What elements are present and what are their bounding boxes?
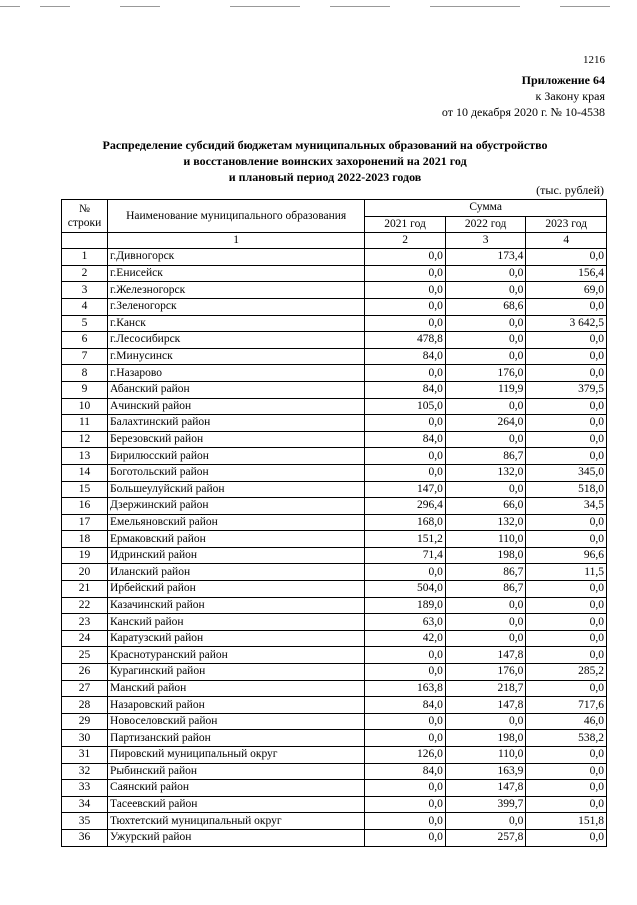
row-name: Краснотуранский район: [108, 647, 365, 664]
row-2023: 0,0: [526, 581, 607, 598]
row-2021: 147,0: [365, 481, 446, 498]
row-2021: 168,0: [365, 514, 446, 531]
row-2023: 518,0: [526, 481, 607, 498]
row-2023: 285,2: [526, 664, 607, 681]
table-row: [62, 531, 607, 548]
table-row: [62, 747, 607, 764]
row-name: г.Минусинск: [108, 348, 365, 365]
row-number: 18: [62, 531, 108, 548]
table-row: [62, 597, 607, 614]
row-2022: 0,0: [445, 398, 526, 415]
table-row: [62, 365, 607, 382]
row-name: Березовский район: [108, 431, 365, 448]
document-title: [40, 137, 610, 185]
appendix-law-date: от 10 декабря 2020 г. № 10-4538: [441, 105, 605, 119]
row-2021: 296,4: [365, 498, 446, 515]
row-number: 26: [62, 664, 108, 681]
col-number-3: 3: [445, 233, 526, 249]
row-number: 3: [62, 282, 108, 299]
row-number: 2: [62, 265, 108, 282]
row-number: 12: [62, 431, 108, 448]
row-2022: 264,0: [445, 415, 526, 432]
table-row: [62, 431, 607, 448]
row-2022: 86,7: [445, 564, 526, 581]
row-2023: 0,0: [526, 332, 607, 349]
row-number: 16: [62, 498, 108, 515]
row-2021: 0,0: [365, 713, 446, 730]
row-name: Манский район: [108, 680, 365, 697]
row-2021: 105,0: [365, 398, 446, 415]
row-2022: 110,0: [445, 531, 526, 548]
row-2021: 71,4: [365, 547, 446, 564]
row-number: 22: [62, 597, 108, 614]
table-row: [62, 796, 607, 813]
table-row: [62, 348, 607, 365]
title-line-1: Распределение субсидий бюджетам муниципальных образований на обустройство: [102, 138, 548, 152]
header-year-2023: 2023 год: [526, 216, 607, 233]
row-2021: 63,0: [365, 614, 446, 631]
table-row: [62, 780, 607, 797]
row-number: 1: [62, 249, 108, 266]
row-2022: 0,0: [445, 282, 526, 299]
row-number: 13: [62, 448, 108, 465]
row-2022: 0,0: [445, 431, 526, 448]
table-row: [62, 514, 607, 531]
row-2022: 399,7: [445, 796, 526, 813]
row-2022: 173,4: [445, 249, 526, 266]
row-2022: 86,7: [445, 581, 526, 598]
row-2023: 69,0: [526, 282, 607, 299]
row-2023: 0,0: [526, 398, 607, 415]
row-2022: 0,0: [445, 481, 526, 498]
col-number-4: 4: [526, 233, 607, 249]
appendix-law-ref: к Закону края: [535, 89, 605, 103]
row-2023: 0,0: [526, 780, 607, 797]
row-name: Емельяновский район: [108, 514, 365, 531]
table-row: [62, 763, 607, 780]
row-2023: 0,0: [526, 431, 607, 448]
row-2022: 257,8: [445, 829, 526, 846]
row-2021: 478,8: [365, 332, 446, 349]
row-number: 5: [62, 315, 108, 332]
row-number: 4: [62, 298, 108, 315]
row-2023: 46,0: [526, 713, 607, 730]
row-2023: 0,0: [526, 747, 607, 764]
row-2021: 0,0: [365, 249, 446, 266]
row-name: Канский район: [108, 614, 365, 631]
col-number-2: 2: [365, 233, 446, 249]
row-2023: 3 642,5: [526, 315, 607, 332]
row-2022: 86,7: [445, 448, 526, 465]
table-row: [62, 730, 607, 747]
row-2021: 189,0: [365, 597, 446, 614]
row-2023: 156,4: [526, 265, 607, 282]
row-number: 19: [62, 547, 108, 564]
row-2023: 0,0: [526, 514, 607, 531]
row-name: г.Назарово: [108, 365, 365, 382]
table-row: [62, 249, 607, 266]
row-2023: 151,8: [526, 813, 607, 830]
row-2021: 0,0: [365, 664, 446, 681]
header-row-number: № строки: [62, 200, 108, 233]
col-number-blank: [62, 233, 108, 249]
table-row: [62, 581, 607, 598]
row-2022: 163,9: [445, 763, 526, 780]
row-2022: 0,0: [445, 597, 526, 614]
table-row: [62, 498, 607, 515]
row-number: 33: [62, 780, 108, 797]
row-name: Боготольский район: [108, 464, 365, 481]
row-2021: 0,0: [365, 829, 446, 846]
row-number: 10: [62, 398, 108, 415]
row-2022: 198,0: [445, 547, 526, 564]
row-2023: 0,0: [526, 597, 607, 614]
row-number: 29: [62, 713, 108, 730]
row-name: Идринский район: [108, 547, 365, 564]
row-2023: 0,0: [526, 249, 607, 266]
row-number: 24: [62, 630, 108, 647]
table-row: [62, 381, 607, 398]
row-2021: 84,0: [365, 348, 446, 365]
scan-top-artifact: [0, 6, 637, 12]
row-2023: 34,5: [526, 498, 607, 515]
row-name: Бирилюсский район: [108, 448, 365, 465]
row-name: г.Лесосибирск: [108, 332, 365, 349]
row-2021: 126,0: [365, 747, 446, 764]
row-number: 15: [62, 481, 108, 498]
row-2023: 0,0: [526, 763, 607, 780]
row-2022: 119,9: [445, 381, 526, 398]
row-2021: 0,0: [365, 365, 446, 382]
row-number: 23: [62, 614, 108, 631]
row-name: г.Дивногорск: [108, 249, 365, 266]
page-number: 1216: [583, 54, 605, 66]
row-2023: 11,5: [526, 564, 607, 581]
row-name: Курагинский район: [108, 664, 365, 681]
row-2023: 0,0: [526, 680, 607, 697]
appendix-title: Приложение 64: [521, 73, 605, 87]
row-2023: 0,0: [526, 614, 607, 631]
table-row: [62, 265, 607, 282]
row-2022: 0,0: [445, 348, 526, 365]
row-2023: 0,0: [526, 448, 607, 465]
row-2022: 68,6: [445, 298, 526, 315]
row-2023: 0,0: [526, 298, 607, 315]
row-name: Иланский район: [108, 564, 365, 581]
row-number: 31: [62, 747, 108, 764]
header-municipality-name: Наименование муниципального образования: [108, 200, 365, 233]
row-name: Балахтинский район: [108, 415, 365, 432]
row-2022: 66,0: [445, 498, 526, 515]
row-2021: 0,0: [365, 464, 446, 481]
row-2021: 0,0: [365, 315, 446, 332]
row-2022: 0,0: [445, 265, 526, 282]
row-name: Партизанский район: [108, 730, 365, 747]
table-row: [62, 282, 607, 299]
row-number: 6: [62, 332, 108, 349]
row-2023: 0,0: [526, 647, 607, 664]
table-row: [62, 298, 607, 315]
table-row: [62, 614, 607, 631]
row-number: 17: [62, 514, 108, 531]
subsidy-table: [61, 199, 607, 847]
table-row: [62, 829, 607, 846]
row-name: г.Енисейск: [108, 265, 365, 282]
row-2021: 0,0: [365, 448, 446, 465]
title-line-2: и восстановление воинских захоронений на 2021 год: [183, 154, 467, 168]
row-2021: 0,0: [365, 796, 446, 813]
row-name: Саянский район: [108, 780, 365, 797]
table-row: [62, 564, 607, 581]
row-number: 35: [62, 813, 108, 830]
row-2022: 132,0: [445, 464, 526, 481]
row-2023: 538,2: [526, 730, 607, 747]
row-name: г.Железногорск: [108, 282, 365, 299]
row-name: Рыбинский район: [108, 763, 365, 780]
row-2022: 0,0: [445, 630, 526, 647]
row-2023: 0,0: [526, 829, 607, 846]
appendix-header: [442, 72, 605, 120]
table-row: [62, 680, 607, 697]
row-number: 32: [62, 763, 108, 780]
table-row: [62, 415, 607, 432]
row-number: 14: [62, 464, 108, 481]
row-2022: 132,0: [445, 514, 526, 531]
row-name: Тюхтетский муниципальный округ: [108, 813, 365, 830]
row-2021: 504,0: [365, 581, 446, 598]
row-name: Пировский муниципальный округ: [108, 747, 365, 764]
row-2022: 147,8: [445, 647, 526, 664]
header-year-2022: 2022 год: [445, 216, 526, 233]
row-2021: 0,0: [365, 813, 446, 830]
row-2023: 345,0: [526, 464, 607, 481]
row-number: 30: [62, 730, 108, 747]
row-2022: 176,0: [445, 664, 526, 681]
row-number: 9: [62, 381, 108, 398]
row-name: Ермаковский район: [108, 531, 365, 548]
row-2022: 110,0: [445, 747, 526, 764]
row-2022: 0,0: [445, 332, 526, 349]
table-row: [62, 464, 607, 481]
row-2022: 218,7: [445, 680, 526, 697]
row-number: 36: [62, 829, 108, 846]
table-row: [62, 315, 607, 332]
row-2021: 84,0: [365, 431, 446, 448]
row-name: Каратузский район: [108, 630, 365, 647]
row-2022: 0,0: [445, 813, 526, 830]
table-row: [62, 332, 607, 349]
row-name: Дзержинский район: [108, 498, 365, 515]
table-row: [62, 481, 607, 498]
row-name: г.Зеленогорск: [108, 298, 365, 315]
row-2021: 0,0: [365, 298, 446, 315]
row-2021: 0,0: [365, 564, 446, 581]
row-2023: 0,0: [526, 415, 607, 432]
row-2023: 0,0: [526, 365, 607, 382]
row-name: Тасеевский район: [108, 796, 365, 813]
row-2022: 0,0: [445, 713, 526, 730]
row-name: Ачинский район: [108, 398, 365, 415]
row-2021: 42,0: [365, 630, 446, 647]
table-row: [62, 647, 607, 664]
row-number: 20: [62, 564, 108, 581]
table-row: [62, 630, 607, 647]
row-number: 25: [62, 647, 108, 664]
table-row: [62, 713, 607, 730]
row-name: Абанский район: [108, 381, 365, 398]
row-2023: 0,0: [526, 531, 607, 548]
row-name: Ирбейский район: [108, 581, 365, 598]
row-2022: 147,8: [445, 697, 526, 714]
row-2022: 0,0: [445, 614, 526, 631]
row-2023: 0,0: [526, 796, 607, 813]
row-2021: 0,0: [365, 265, 446, 282]
row-2023: 379,5: [526, 381, 607, 398]
table-row: [62, 448, 607, 465]
row-2023: 717,6: [526, 697, 607, 714]
row-name: Новоселовский район: [108, 713, 365, 730]
row-2021: 0,0: [365, 415, 446, 432]
table-row: [62, 813, 607, 830]
row-2023: 0,0: [526, 630, 607, 647]
table-row: [62, 664, 607, 681]
table-row: [62, 398, 607, 415]
row-name: г.Канск: [108, 315, 365, 332]
row-2021: 0,0: [365, 647, 446, 664]
units-label: (тыс. рублей): [536, 183, 604, 197]
row-2021: 151,2: [365, 531, 446, 548]
row-2021: 163,8: [365, 680, 446, 697]
header-sum: Сумма: [365, 200, 607, 217]
row-name: Ужурский район: [108, 829, 365, 846]
row-2023: 96,6: [526, 547, 607, 564]
row-2022: 176,0: [445, 365, 526, 382]
table-row: [62, 547, 607, 564]
row-2022: 0,0: [445, 315, 526, 332]
col-number-1: 1: [108, 233, 365, 249]
row-number: 7: [62, 348, 108, 365]
header-year-2021: 2021 год: [365, 216, 446, 233]
row-number: 27: [62, 680, 108, 697]
row-name: Казачинский район: [108, 597, 365, 614]
row-number: 34: [62, 796, 108, 813]
row-2021: 0,0: [365, 780, 446, 797]
row-2023: 0,0: [526, 348, 607, 365]
row-number: 11: [62, 415, 108, 432]
row-number: 8: [62, 365, 108, 382]
row-number: 21: [62, 581, 108, 598]
table-row: [62, 697, 607, 714]
row-2021: 0,0: [365, 282, 446, 299]
row-2021: 84,0: [365, 763, 446, 780]
row-2022: 147,8: [445, 780, 526, 797]
row-2021: 84,0: [365, 697, 446, 714]
row-2021: 84,0: [365, 381, 446, 398]
row-number: 28: [62, 697, 108, 714]
title-line-3: и плановый период 2022-2023 годов: [228, 170, 422, 184]
row-name: Большеулуйский район: [108, 481, 365, 498]
row-2022: 198,0: [445, 730, 526, 747]
row-2021: 0,0: [365, 730, 446, 747]
row-name: Назаровский район: [108, 697, 365, 714]
